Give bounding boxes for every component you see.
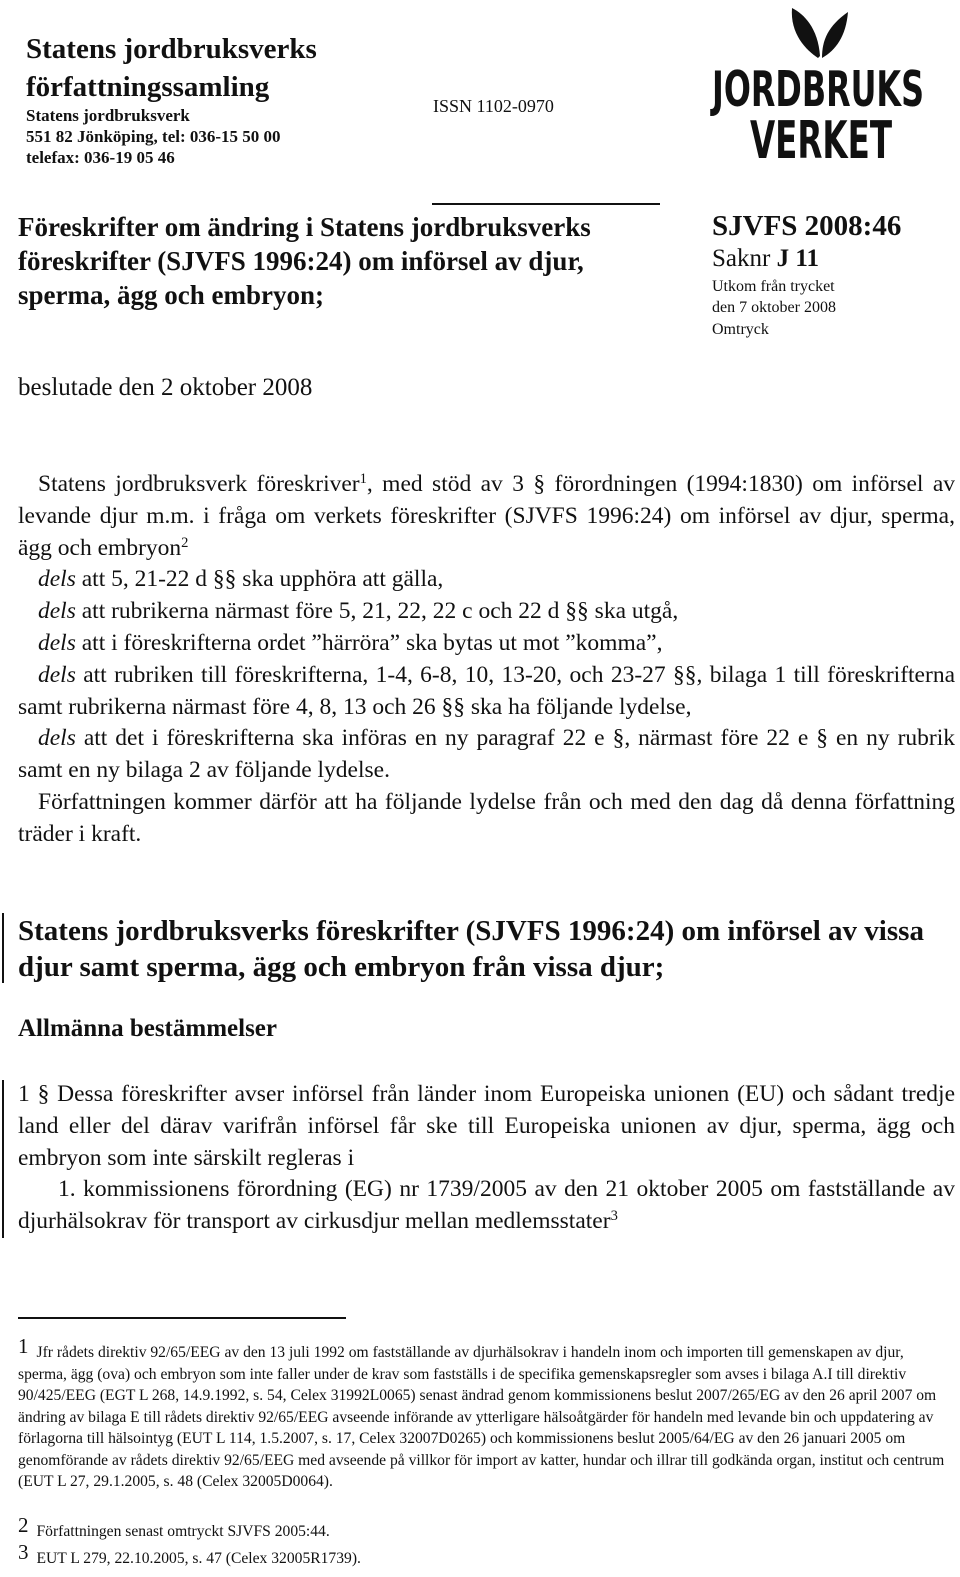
footnote-number: 3 [18,1540,29,1564]
preamble [18,469,955,851]
document-number: SJVFS 2008:46 [712,210,902,242]
agency-name: Statens jordbruksverk [26,106,190,125]
footnote-2 [18,1515,946,1543]
footnote-ref[interactable]: 3 [610,1208,618,1225]
issn-number: ISSN 1102-0970 [433,96,554,116]
dels-clause: dels att rubriken till föreskrifterna, 1-4, 6-8, 10, 13-20, och 23-27 §§, bilaga 1 till föreskrifterna samt rubrikerna närmast före 4, 8, 13 och 26 §§ ska ha följande lydelse, [18,661,955,720]
footnote-ref[interactable]: 2 [181,534,189,551]
title-divider [432,203,660,205]
published-line1: Utkom från trycket [712,278,835,295]
document-title-line: Föreskrifter om ändring i Statens jordbruksverks [18,212,591,242]
footnote-1 [18,1336,946,1493]
logo-word-verket: VERKET [750,111,893,171]
collection-title-line1: Statens jordbruksverks [26,33,317,65]
dels-clause: dels att rubrikerna närmast före 5, 21, 22, 22 c och 22 d §§ ska utgå, [38,598,679,625]
change-bar [2,913,4,983]
footnote-3 [18,1542,946,1570]
collection-title [26,30,317,106]
footnote-ref[interactable]: 1 [359,471,367,487]
agency-address: 551 82 Jönköping, tel: 036-15 50 00 [26,127,281,146]
list-item-1: 1. kommissionens förordning (EG) nr 1739/2005 av den 21 oktober 2005 om fastställande av djurhälsokrav för transport av cirkusdjur mellan medlemsstater$^3$ [18,1176,955,1235]
section-heading: Allmänna bestämmelser [18,1015,277,1042]
footnote-number: 2 [18,1513,29,1537]
consolidated-title: Statens jordbruksverks föreskrifter (SJVFS 1996:24) om införsel av vissa djur samt sperma, ägg och embryon från vissa djur; [18,915,924,983]
sprout-leaf-icon [792,8,848,58]
document-title [18,210,678,312]
footnote-text: Författningen senast omtryckt SJVFS 2005:44. [36,1523,330,1540]
reprint-label: Omtryck [712,321,769,338]
dels-clause: dels att i föreskrifterna ordet ”härröra” ska bytas ut mot ”komma”, [38,629,663,656]
agency-fax: telefax: 036-19 05 46 [26,148,175,167]
paragraph-1: 1 § Dessa föreskrifter avser införsel från länder inom Europeiska unionen (EU) och sådant tredje land eller del därav varifrån införsel får ske till Europeiska unionen av djur, sperma, ägg och embryon som inte särskilt regleras i [18,1081,955,1171]
preamble-paragraph: Statens jordbruksverk föreskriver$^1$, med stöd av 3 § förordningen (1994:1830) om införsel av levande djur m.m. i fråga om verkets föreskrifter (SJVFS 1996:24) om införsel av djur, sperma, ägg och embryon$^2$ [18,471,955,561]
classification-number [712,244,819,274]
jordbruksverket-logo [710,0,926,171]
classification-prefix: Saknr [712,245,777,272]
decision-date: beslutade den 2 oktober 2008 [18,374,313,401]
footnote-divider [18,1317,346,1319]
footnote-text: Jfr rådets direktiv 92/65/EEG av den 13 juli 1992 om fastställande av djurhälsokrav i handeln inom och importen till gemenskapen av djur, sperma, ägg (ova) och embryon som inte faller under de krav som fastställs i de specifika gemenskapsregler som avses i bilaga A.I till direktiv 90/425/EEG (EGT L 268, 14.9.1992, s. 54, Celex 31992L0065) senast ändrad genom kommissionens beslut 2007/265/EG av den 26 april 2007 om ändring av bilaga E till rådets direktiv 92/65/EEG avseende införande av ytterligare hälsoåtgärder för handeln med levande bin och uppdatering av förlagorna till hälsointyg (EUT L 114, 1.5.2007, s. 17, Celex 32007D0265) och kommissionens beslut 2005/64/EG av den 26 januari 2005 om genomförande av rådets direktiv 92/65/EEG med avseende på villkor för import av katter, hundar och illrar till godkända organ, institut och centrum (EUT L 27, 29.1.2005, s. 48 (Celex 32005D0064). [18,1344,945,1490]
published-line2: den 7 oktober 2008 [712,299,836,316]
footnote-text: EUT L 279, 22.10.2005, s. 47 (Celex 32005R1739). [36,1550,361,1567]
collection-title-line2: författningssamling [26,71,270,103]
document-title-line: föreskrifter (SJVFS 1996:24) om införsel av djur, [18,246,584,276]
dels-clause: dels att det i föreskrifterna ska införas en ny paragraf 22 e §, närmast före 22 e § en ny rubrik samt en ny bilaga 2 av följande lydelse. [18,725,955,784]
logo-word-jordbruks: JORDBRUKS [710,61,924,118]
dels-clause: dels att 5, 21-22 d §§ ska upphöra att gälla, [38,566,444,593]
section-1 [18,1079,955,1238]
closing-paragraph: Författningen kommer därför att ha följande lydelse från och med den dag då denna författning träder i kraft. [18,788,955,847]
classification-code: J 11 [776,245,819,272]
document-title-line: sperma, ägg och embryon; [18,280,324,310]
footnote-number: 1 [18,1334,29,1358]
change-bar [2,1080,4,1238]
